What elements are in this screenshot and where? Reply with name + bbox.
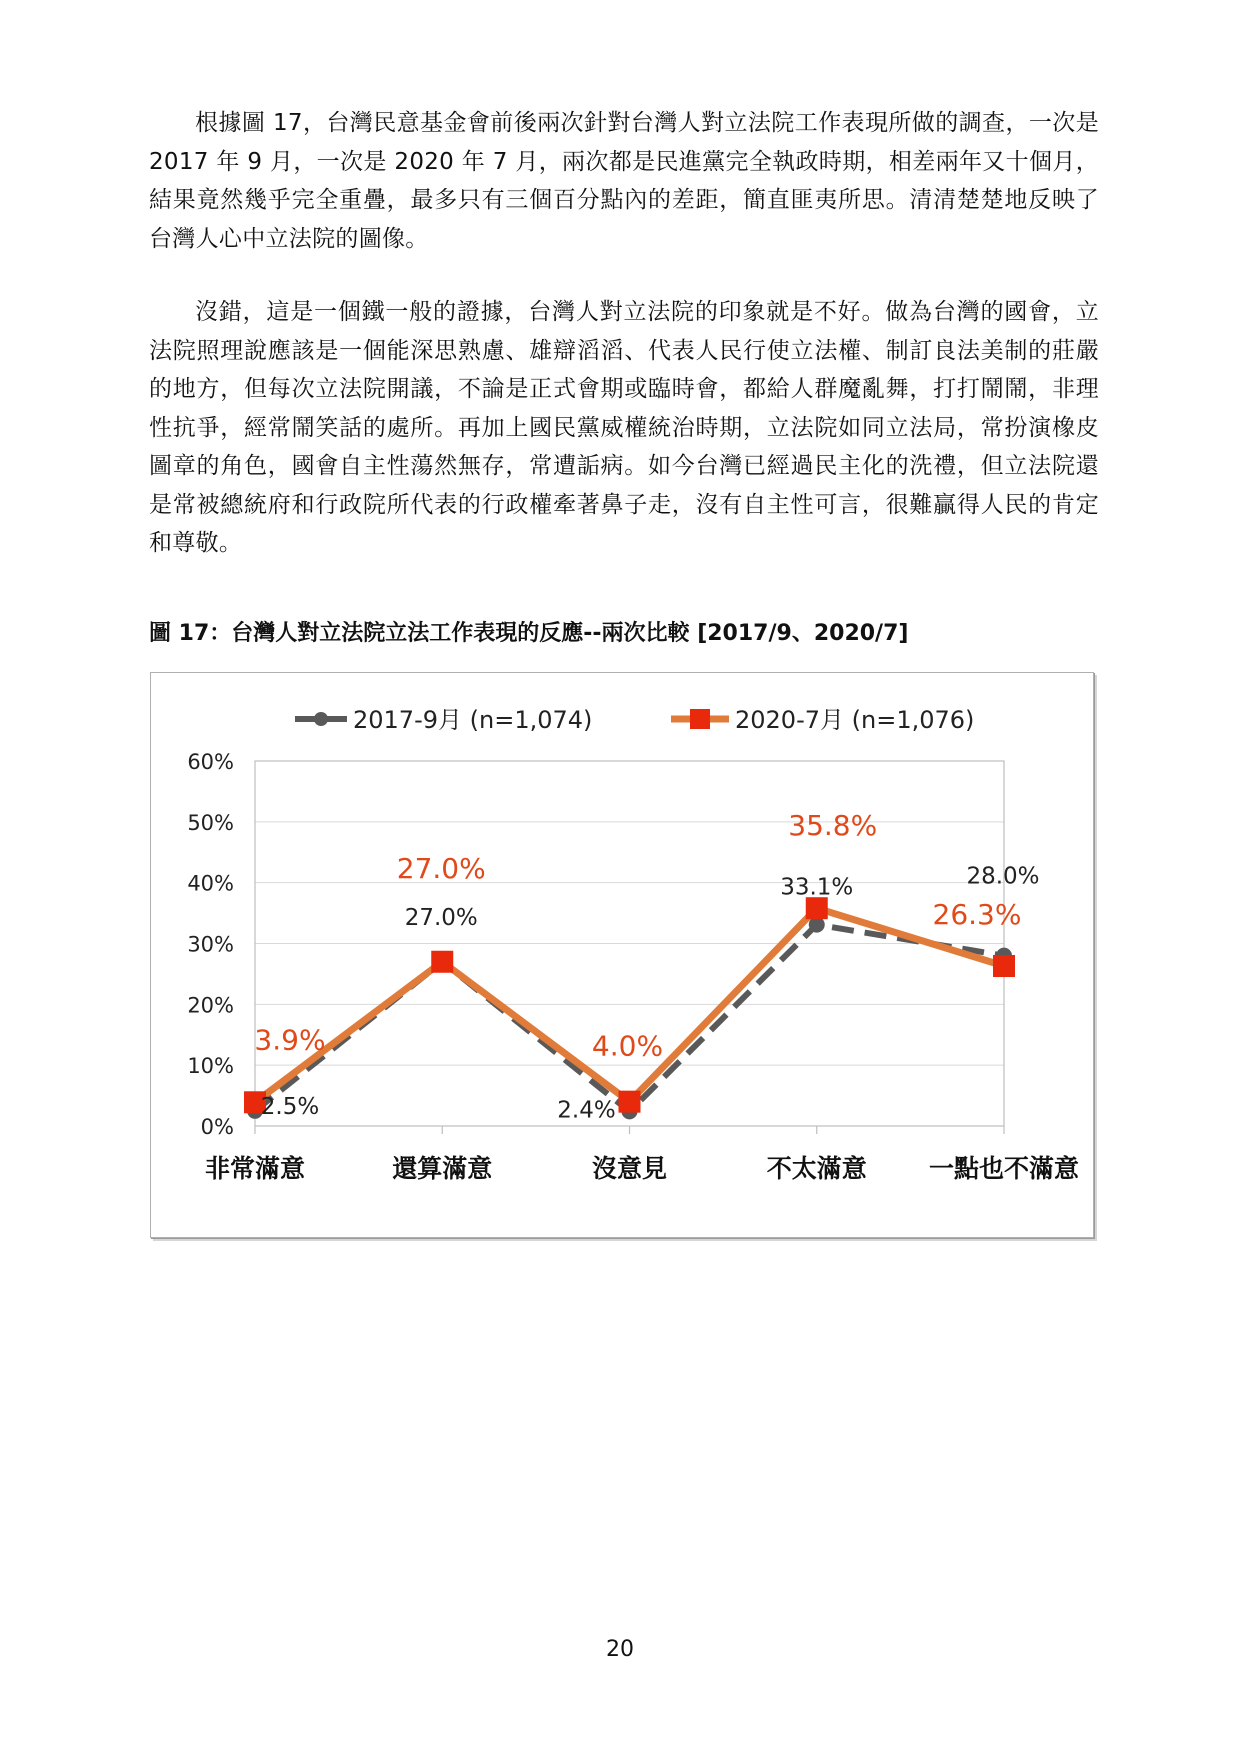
line-chart <box>150 672 1094 1238</box>
y-tick-label: 40% <box>187 871 234 896</box>
legend-2017-marker <box>314 712 328 726</box>
series-2020-point <box>619 1091 641 1113</box>
y-tick-label: 20% <box>187 993 234 1018</box>
series-2020-line <box>255 908 1004 1102</box>
page-number: 20 <box>606 1637 634 1662</box>
x-category-label: 還算滿意 <box>392 1154 493 1183</box>
series-2020-data-label: 35.8% <box>788 809 878 843</box>
series-2017-data-label: 27.0% <box>404 904 478 931</box>
series-2020-data-label: 3.9% <box>254 1023 326 1057</box>
y-tick-label: 60% <box>187 750 234 774</box>
body-paragraph-2: 沒錯，這是一個鐵一般的證據，台灣人對立法院的印象就是不好。做為台灣的國會，立法院照理說應該是一個能深思熟慮、雄辯滔滔、代表人民行使立法權、制訂良法美制的莊嚴的地方，但每次立法院開議，不論是正式會期或臨時會，都給人群魔亂舞，打打鬧鬧，非理性抗爭，經常鬧笑話的處所。再加上國民黨威權統治時期，立法院如同立法局，常扮演橡皮圖章的角色，國會自主性蕩然無存，常遭詬病。如今台灣已經過民主化的洗禮，但立法院還是常被總統府和行政院所代表的行政權牽著鼻子走，沒有自主性可言，很難贏得人民的肯定和尊敬。 <box>149 299 1099 556</box>
series-2017-data-label: 2.5% <box>260 1093 320 1120</box>
series-2020-data-label: 27.0% <box>396 851 486 885</box>
figure-caption: 圖 17：台灣人對立法院立法工作表現的反應--兩次比較 [2017/9、2020/7] <box>149 621 909 646</box>
series-2020-point <box>431 951 453 973</box>
series-2017-data-label: 2.4% <box>557 1097 616 1124</box>
series-2020-point <box>993 955 1015 977</box>
series-2020-data-label: 26.3% <box>932 898 1022 932</box>
y-tick-label: 0% <box>200 1115 234 1139</box>
legend-2020-label: 2020-7月 (n=1,076) <box>735 706 975 734</box>
y-tick-label: 30% <box>187 932 234 957</box>
x-category-label: 一點也不滿意 <box>928 1154 1080 1183</box>
series-2017-data-label: 33.1% <box>780 874 854 901</box>
x-category-label: 沒意見 <box>591 1154 668 1183</box>
body-paragraph-1: 根據圖 17，台灣民意基金會前後兩次針對台灣人對立法院工作表現所做的調查，一次是 2017 年 9 月，一次是 2020 年 7 月，兩次都是民進黨完全執政時期，相差兩年又十個月，結果竟然幾乎完全重疊，最多只有三個百分點內的差距，簡直匪夷所思。清清楚楚地反映了台灣人心中立法院的圖像。 <box>149 110 1099 252</box>
line-chart-svg <box>151 673 1095 1239</box>
legend-2017-label: 2017-9月 (n=1,074) <box>353 706 593 734</box>
y-tick-label: 10% <box>187 1054 234 1079</box>
legend-2020-marker <box>690 709 710 729</box>
x-category-label: 不太滿意 <box>766 1154 867 1183</box>
x-category-label: 非常滿意 <box>204 1154 306 1183</box>
series-2020-data-label: 4.0% <box>591 1029 664 1063</box>
series-2017-data-label: 28.0% <box>966 863 1040 890</box>
y-tick-label: 50% <box>187 810 234 835</box>
